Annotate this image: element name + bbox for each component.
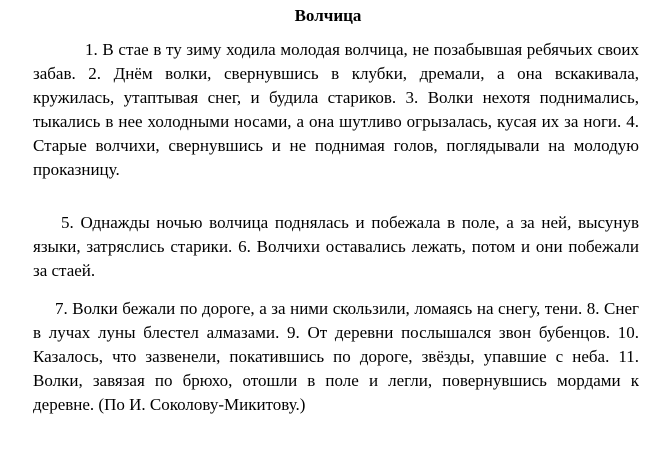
paragraph-1: 1. В стае в ту зиму ходила молодая волчица, не позабывшая ребячьих своих забав. 2. Днём волки, свернувшись в клубки, дремали, а она вскакивала, кружилась, утаптывая снег, и будила стариков. 3. Волки нехотя поднимались, тыкались в нее холодными носами, а она шутливо огрызалась, кусая их за ноги. 4. Старые волчихи, свернувшись и не поднимая голов, поглядывали на молодую проказницу.	[33, 40, 639, 179]
paragraph-3: 7. Волки бежали по дороге, а за ними скользили, ломаясь на снегу, тени. 8. Снег в лучах луны блестел алмазами. 9. От деревни послышался звон бубенцов. 10. Казалось, что зазвенели, покатившись по дороге, звёзды, упавшие с неба. 11. Волки, завязая по брюхо, отошли в поле и легли, повернувшись мордами к деревне. (По И. Соколову-Микитову.)	[33, 299, 639, 414]
document-title: Волчица	[294, 6, 362, 25]
paragraph-2: 5. Однажды ночью волчица поднялась и побежала в поле, а за ней, высунув языки, затряслись старики. 6. Волчихи оставались лежать, потом и они побежали за стаей.	[33, 213, 639, 280]
